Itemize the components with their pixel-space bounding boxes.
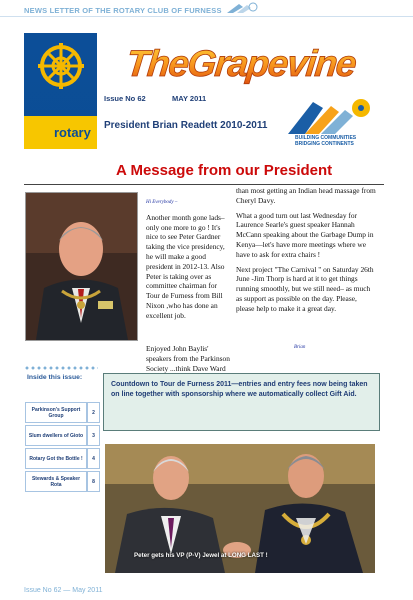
- message-column-1: [146, 198, 231, 326]
- president-portrait-image: [26, 193, 137, 340]
- theme-line-1: BUILDING COMMUNITIES: [295, 135, 357, 141]
- photo-caption: Peter gets his VP (P-V) Jewel at LONG LAST !: [134, 552, 268, 559]
- svg-text:TheGrapevine: TheGrapevine: [124, 42, 358, 84]
- rotary-gold-band: [24, 116, 97, 149]
- toc-item-page: 4: [87, 448, 100, 469]
- message-column-2: [236, 186, 376, 319]
- theme-line-2: BRIDGING CONTINENTS: [295, 141, 354, 147]
- message-paragraph-5: Next project "The Carnival " on Saturday 26th June -Jim Thorp is hard at it to get things running smoothly, but we still need– as much as support as possible on the day. Please, please help to make it a great day.: [236, 264, 374, 313]
- message-paragraph-2: Enjoyed John Baylis' speakers from the Parkinson Society ...think Dave Ward: [146, 344, 230, 373]
- issue-date: MAY 2011: [172, 94, 207, 103]
- message-paragraph-3: than most getting an Indian head massage from Cheryl Davy.: [236, 186, 376, 205]
- dotted-divider: [24, 366, 98, 370]
- greeting: Hi Everybody –: [146, 200, 178, 205]
- toc-item-label[interactable]: Stewards & Speaker Rota: [25, 471, 87, 492]
- inside-issue-title: Inside this issue:: [27, 374, 83, 381]
- message-paragraph-4: What a good turn out last Wednesday for Laurence Searle's guest speaker Hannah McCann speaking about the Garbage Dump in Kenya—let's have more meetings where we have to ask for extra chairs !: [236, 210, 374, 259]
- toc-item-page: 3: [87, 425, 100, 446]
- footer-issue-line: Issue No 62 — May 2011: [24, 587, 103, 594]
- newsletter-line: NEWS LETTER OF THE ROTARY CLUB OF FURNESS: [24, 6, 222, 15]
- toc-item-label[interactable]: Rotary Got the Bottle !: [25, 448, 87, 469]
- president-photo: [25, 192, 138, 341]
- rotary-wheel-icon: [38, 43, 84, 89]
- president-line: President Brian Readett 2010-2011: [104, 120, 268, 131]
- rotary-wordmark: rotary: [54, 125, 91, 140]
- toc-item-label[interactable]: Parkinson's Support Group: [25, 402, 87, 423]
- toc-item-page: 2: [87, 402, 100, 423]
- toc-item-page: 8: [87, 471, 100, 492]
- toc-item-label[interactable]: Slum dwellers of Gioto: [25, 425, 87, 446]
- top-theme-logo: [225, 1, 261, 15]
- tour-callout: Countdown to Tour de Furness 2011—entries and entry fees now being taken on line together with sponsorship where we automatically collect Gift Aid.: [103, 373, 380, 431]
- signature: Brian: [294, 345, 306, 350]
- top-rule: [0, 16, 413, 17]
- message-headline: A Message from our President: [116, 162, 333, 179]
- issue-label: Issue No 62: [104, 94, 146, 103]
- message-paragraph-1: Another month gone lads– only one more to go ! It's nice to see Peter Gardner taking the vice presidency, he will make a good president in 2012-13. Also Peter is taking over as committee chairman for Tour de Furness from Bill Nixon ,who has done an excellent job.: [146, 212, 225, 320]
- headline-rule: [24, 184, 384, 185]
- masthead-title: [124, 30, 358, 98]
